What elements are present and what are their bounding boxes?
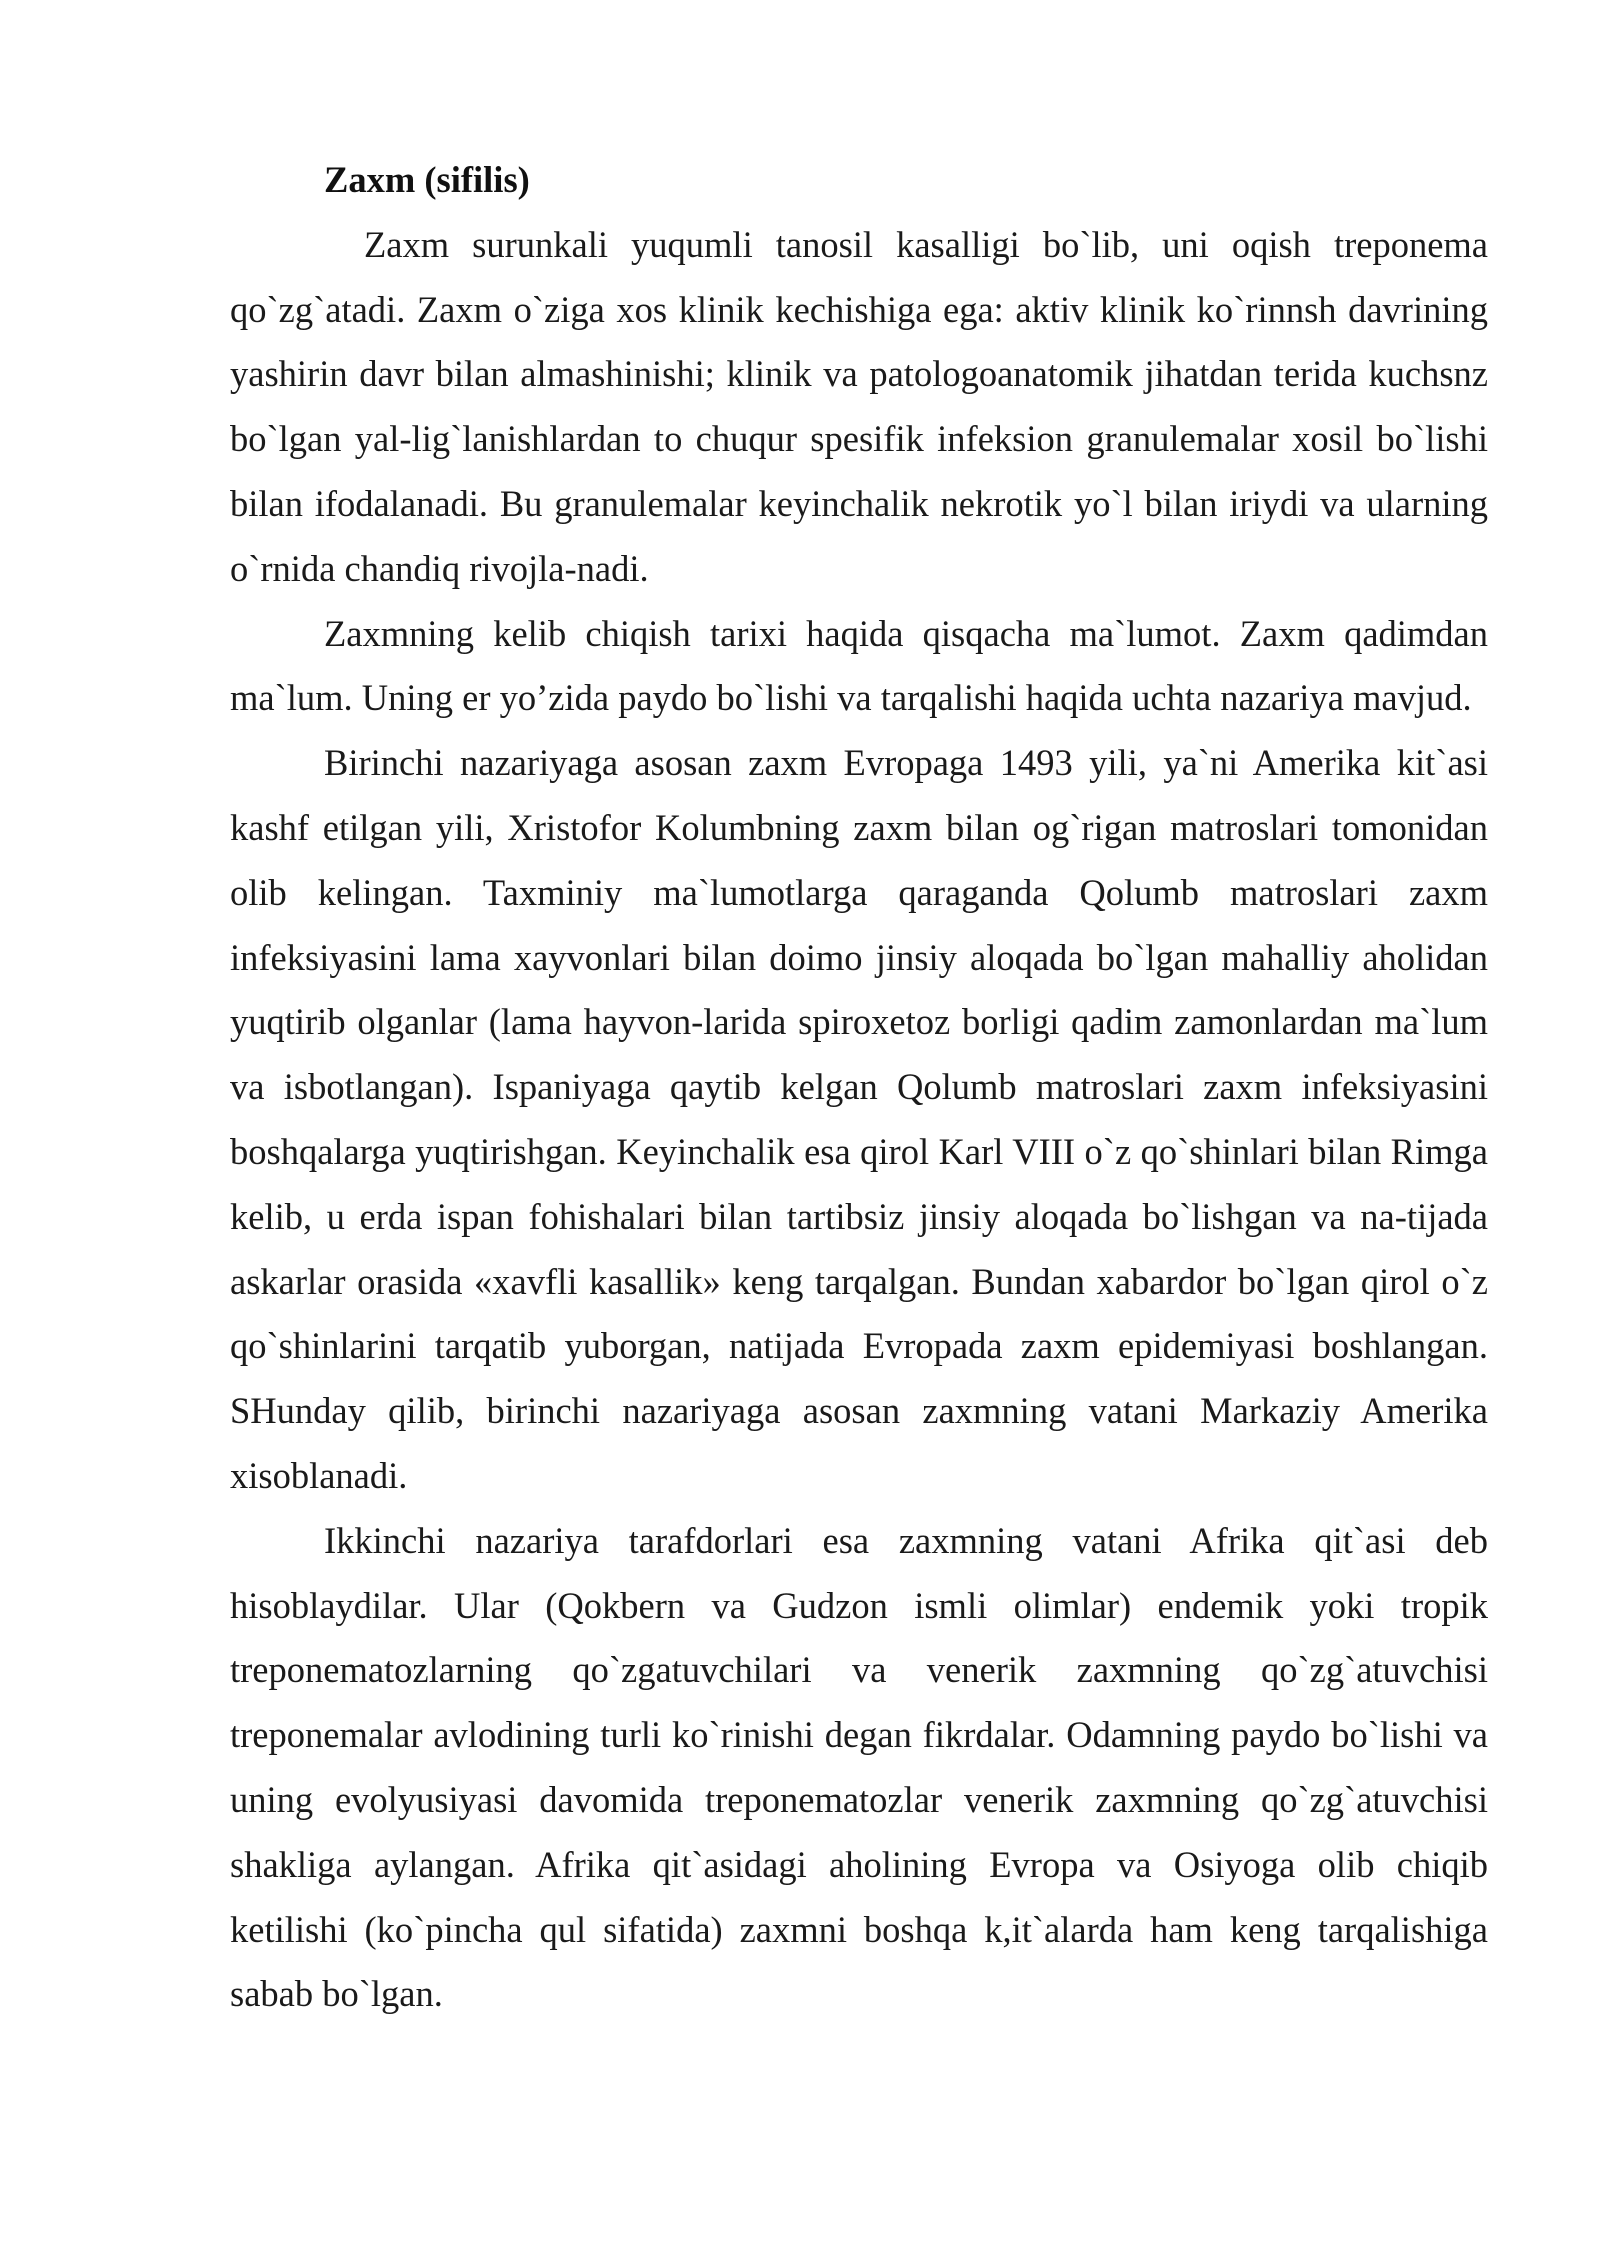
document-body — [230, 148, 1488, 2027]
paragraph-definition: Zaxm surunkali yuqumli tanosil kasalligi bo`lib, uni oqish treponema qo`zg`atadi. Zaxm o`ziga xos klinik kechishiga ega: aktiv klinik ko`rinnsh davrining yashirin davr bilan almashinishi; klinik va patologoanatomik jihatdan terida kuchsnz bo`lgan yal-lig`lanishlardan to chuqur spesifik infeksion granulemalar xosil bo`lishi bilan ifodalanadi. Bu granulemalar keyinchalik nekrotik yo`l bilan iriydi va ularning o`rnida chandiq rivojla-nadi. — [230, 223, 1488, 589]
paragraph-first-theory: Birinchi nazariyaga asosan zaxm Evropaga 1493 yili, ya`ni Amerika kit`asi kashf etilgan yili, Xristofor Kolumbning zaxm bilan og`rigan matroslari tomonidan olib kelingan. Taxminiy ma`lumotlarga qaraganda Qolumb matroslari zaxm infeksiyasini lama xayvonlari bilan doimo jinsiy aloqada bo`lgan mahalliy aholidan yuqtirib olganlar (lama hayvon-larida spiroxetoz borligi qadim zamonlardan ma`lum va isbotlangan). Ispaniyaga qaytib kelgan Qolumb matroslari zaxm infeksiyasini boshqalarga yuqtirishgan. Keyinchalik esa qirol Karl VIII o`z qo`shinlari bilan Rimga kelib, u erda ispan fohishalari bilan tartibsiz jinsiy aloqada bo`lishgan va na-tijada askarlar orasida «xavfli kasallik» keng tarqalgan. Bundan xabardor bo`lgan qirol o`z qo`shinlarini tarqatib yuborgan, natijada Evropada zaxm epidemiyasi boshlangan. SHunday qilib, birinchi nazariyaga asosan zaxmning vatani Markaziy Amerika xisoblanadi. — [230, 742, 1488, 1496]
paragraph-history-intro: Zaxmning kelib chiqish tarixi haqida qisqacha ma`lumot. Zaxm qadimdan ma`lum. Uning er yo’zida paydo bo`lishi va tarqalishi haqida uchta nazariya mavjud. — [230, 612, 1488, 719]
section-title: Zaxm (sifilis) — [324, 159, 530, 200]
paragraph-second-theory: Ikkinchi nazariya tarafdorlari esa zaxmning vatani Afrika qit`asi deb hisoblaydilar. Ular (Qokbern va Gudzon ismli olimlar) endemik yoki tropik treponematozlarning qo`zgatuvchilari va venerik zaxmning qo`zg`atuvchisi treponemalar avlodining turli ko`rinishi degan fikrdalar. Odamning paydo bo`lishi va uning evolyusiyasi davomida treponematozlar venerik zaxmning qo`zg`atuvchisi shakliga aylangan. Afrika qit`asidagi aholining Evropa va Osiyoga olib chiqib ketilishi (ko`pincha qul sifatida) zaxmni boshqa k,it`alarda ham keng tarqalishiga sabab bo`lgan. — [230, 1519, 1488, 2015]
